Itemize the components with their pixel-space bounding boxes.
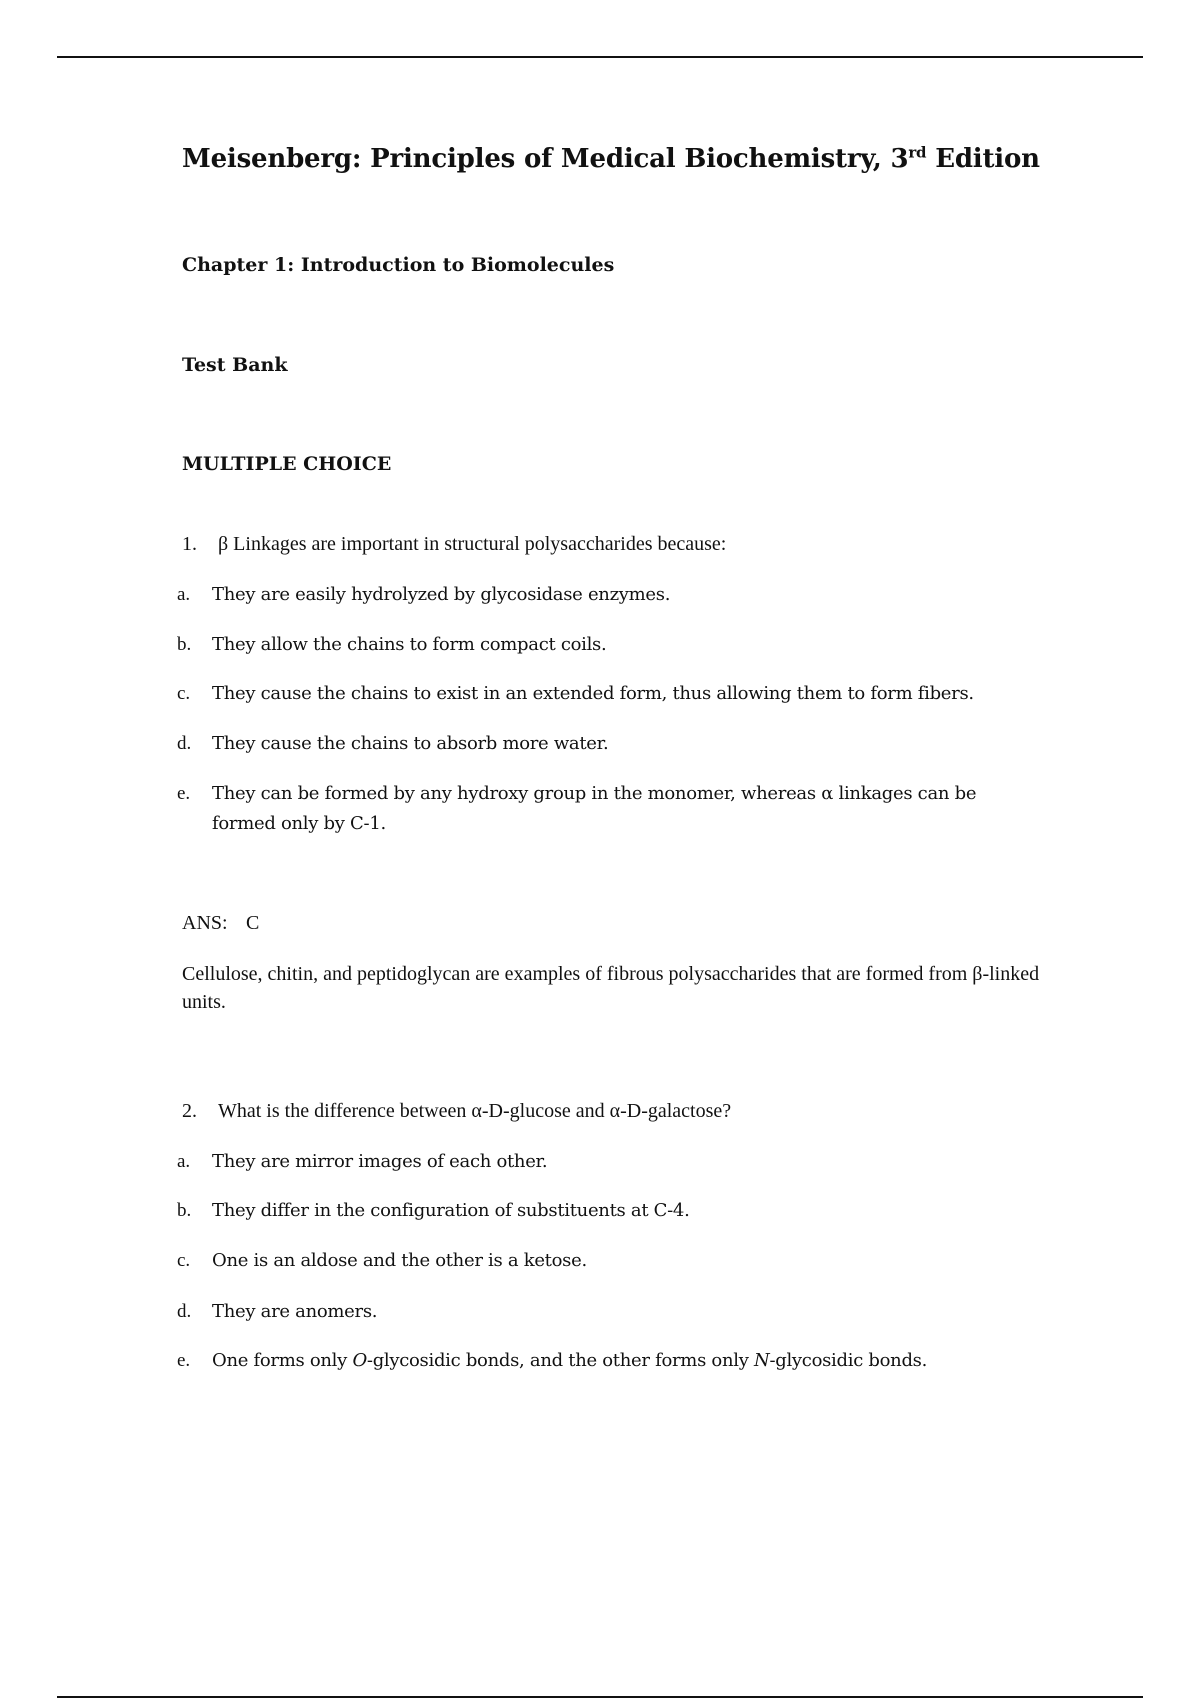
choice-1c: [177, 679, 1037, 709]
choice-text: They differ in the configuration of substituents at C-4.: [212, 1200, 690, 1221]
italic-n: N: [754, 1350, 770, 1371]
choice-2d: [177, 1297, 1037, 1327]
explanation-1: Cellulose, chitin, and peptidoglycan are examples of fibrous polysaccharides that are formed from β-linked units.: [182, 963, 1040, 1013]
question-number: 2.: [182, 1100, 197, 1122]
choice-1a: [177, 580, 1037, 610]
choice-text: They cause the chains to exist in an extended form, thus allowing them to form fibers.: [212, 683, 974, 704]
choice-text: They are mirror images of each other.: [212, 1151, 548, 1172]
answer-1: [182, 912, 259, 935]
choice-letter: e.: [177, 783, 191, 804]
choice-2b: [177, 1196, 1037, 1226]
choice-1e: [177, 779, 1017, 839]
choice-text: They are anomers.: [212, 1301, 378, 1322]
choice-letter: e.: [177, 1350, 191, 1371]
choice-text: One forms only O-glycosidic bonds, and the other forms only N-glycosidic bonds.: [212, 1350, 928, 1371]
question-text: What is the difference between α-D-glucose and α-D-galactose?: [218, 1100, 732, 1122]
question-number: 1.: [182, 533, 197, 555]
chapter-heading: Chapter 1: Introduction to Biomolecules: [182, 254, 615, 276]
choice-letter: c.: [177, 1250, 191, 1271]
choice-letter: d.: [177, 1301, 192, 1322]
answer-label: ANS:: [182, 912, 228, 934]
choice-letter: b.: [177, 1200, 192, 1221]
choice-2c: [177, 1246, 1037, 1276]
bottom-rule: [57, 1696, 1143, 1698]
choice-2e: [177, 1346, 1037, 1376]
choice-text: They allow the chains to form compact coils.: [212, 634, 607, 655]
answer-value: C: [246, 912, 260, 934]
choice-1b: [177, 630, 1037, 660]
choice-2a: [177, 1147, 1037, 1177]
choice-1d: [177, 729, 1037, 759]
choice-text: They cause the chains to absorb more water.: [212, 733, 609, 754]
choice-text: They can be formed by any hydroxy group in the monomer, whereas α linkages can be formed only by C-1.: [212, 783, 977, 834]
question-1: [182, 533, 726, 556]
top-rule: [57, 56, 1143, 58]
question-2: [182, 1100, 731, 1123]
choice-text: One is an aldose and the other is a ketose.: [212, 1250, 587, 1271]
section-heading: MULTIPLE CHOICE: [182, 453, 392, 475]
test-bank-heading: Test Bank: [182, 354, 288, 376]
choice-letter: d.: [177, 733, 192, 754]
choice-text: They are easily hydrolyzed by glycosidase enzymes.: [212, 584, 671, 605]
title-superscript: rd: [908, 143, 927, 162]
document-title: Meisenberg: Principles of Medical Biochemistry, 3rd Edition: [182, 143, 1040, 174]
question-text: β Linkages are important in structural polysaccharides because:: [218, 533, 727, 555]
choice-letter: b.: [177, 634, 192, 655]
choice-letter: a.: [177, 584, 191, 605]
choice-letter: c.: [177, 683, 191, 704]
italic-o: O: [352, 1350, 367, 1371]
choice-letter: a.: [177, 1151, 191, 1172]
